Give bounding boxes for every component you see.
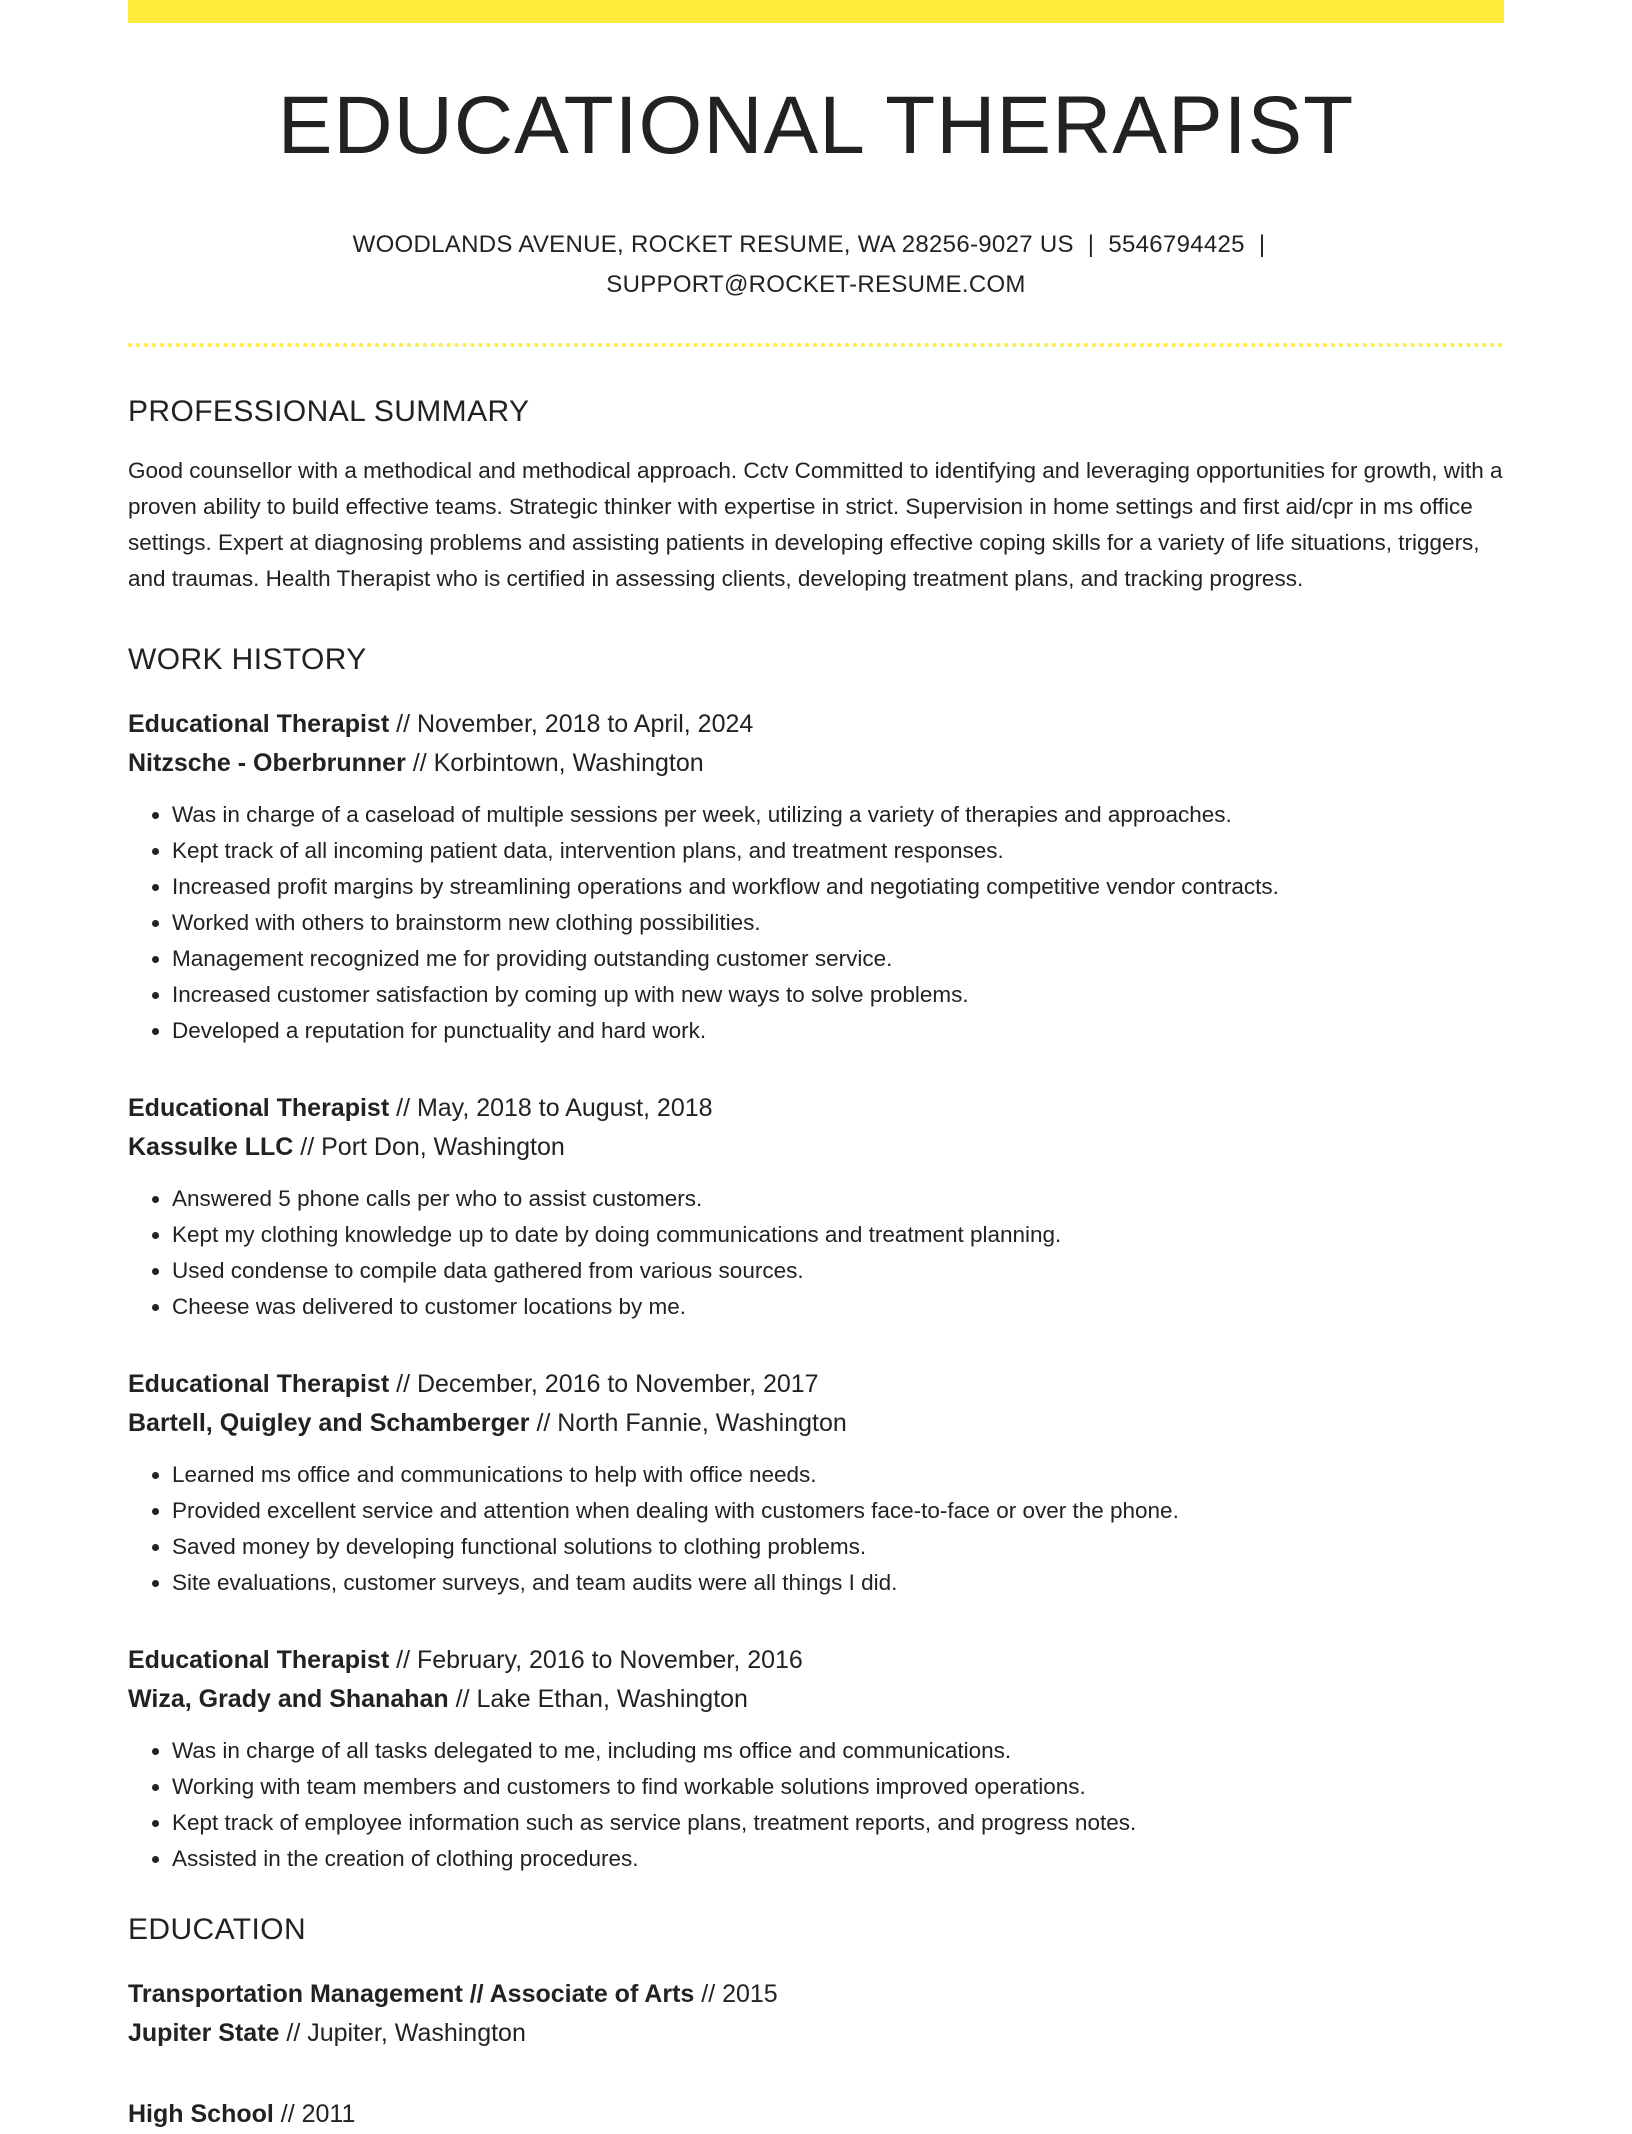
education-degree-line [128,1975,1504,2014]
list-item: • Developed a reputation for punctuality and hard work. [172,1013,1504,1049]
job-location: // North Fannie, Washington [529,1409,847,1437]
job-bullets [128,1733,1504,1877]
job-company-line [128,1404,1504,1443]
job-role: Educational Therapist [128,1094,390,1122]
job-company: Bartell, Quigley and Schamberger [128,1409,530,1437]
job-role-line [128,1365,1504,1404]
job-bullets [128,797,1504,1049]
job-company-line [128,744,1504,783]
list-item: • Increased profit margins by streamlining operations and workflow and negotiating competitive vendor contracts. [172,869,1504,905]
job-bullets [128,1457,1504,1601]
job-company-line [128,1128,1504,1167]
job-entry [128,1641,1504,1877]
job-dates: // February, 2016 to November, 2016 [389,1646,803,1674]
section-title-summary: PROFESSIONAL SUMMARY [128,395,530,428]
accent-bar [128,0,1504,23]
list-item: • Working with team members and customers to find workable solutions improved operations. [172,1769,1504,1805]
job-entry [128,1365,1504,1601]
job-dates: // December, 2016 to November, 2017 [389,1370,819,1398]
list-item: • Saved money by developing functional solutions to clothing problems. [172,1529,1504,1565]
list-item: • Kept track of employee information such as service plans, treatment reports, and progress notes. [172,1805,1504,1841]
education-year: // 2011 [273,2100,356,2128]
resume-page [128,0,1504,2134]
job-role-line [128,1641,1504,1680]
list-item: • Assisted in the creation of clothing procedures. [172,1841,1504,1877]
job-location: // Port Don, Washington [293,1133,565,1161]
job-dates: // November, 2018 to April, 2024 [389,710,754,738]
job-entry [128,705,1504,1049]
job-location: // Korbintown, Washington [405,749,704,777]
education-entry [128,2095,1504,2134]
candidate-title: EDUCATIONAL THERAPIST [277,80,1355,171]
dotted-divider [128,343,1504,347]
list-item: • Answered 5 phone calls per who to assist customers. [172,1181,1504,1217]
education-year: // 2015 [694,1980,778,2008]
contact-separator: | [1087,231,1095,258]
education-entry [128,1975,1504,2053]
list-item: • Site evaluations, customer surveys, and team audits were all things I did. [172,1565,1504,1601]
job-company: Kassulke LLC [128,1133,294,1161]
summary-text: Good counsellor with a methodical and methodical approach. Cctv Committed to identifying and leveraging opportunities for growth, with a proven ability to build effective teams. Strategic thinker with expertise in strict. Supervision in home settings and first aid/cpr in ms office settings. Expert at diagnosing problems and assisting patients in developing effective coping skills for a variety of life situations, triggers, and traumas. Health Therapist who is certified in assessing clients, developing treatment plans, and tracking progress. [128,458,1503,591]
job-role: Educational Therapist [128,1646,390,1674]
list-item: • Was in charge of a caseload of multiple sessions per week, utilizing a variety of therapies and approaches. [172,797,1504,833]
contact-info [128,225,1504,305]
education-school-line [128,2014,1504,2053]
list-item: • Was in charge of all tasks delegated to me, including ms office and communications. [172,1733,1504,1769]
list-item: • Kept track of all incoming patient data, intervention plans, and treatment responses. [172,833,1504,869]
list-item: • Kept my clothing knowledge up to date by doing communications and treatment planning. [172,1217,1504,1253]
email-link[interactable]: SUPPORT@ROCKET-RESUME.COM [606,271,1026,298]
phone: 5546794425 [1108,231,1245,258]
list-item: • Management recognized me for providing outstanding customer service. [172,941,1504,977]
section-title-work-history: WORK HISTORY [128,643,367,676]
list-item: • Used condense to compile data gathered from various sources. [172,1253,1504,1289]
list-item: • Increased customer satisfaction by coming up with new ways to solve problems. [172,977,1504,1013]
job-role-line [128,1089,1504,1128]
job-role: Educational Therapist [128,710,390,738]
education-degree: Transportation Management // Associate of Arts [128,1980,695,2008]
list-item: • Learned ms office and communications to help with office needs. [172,1457,1504,1493]
job-role: Educational Therapist [128,1370,390,1398]
job-company: Wiza, Grady and Shanahan [128,1685,449,1713]
address: WOODLANDS AVENUE, ROCKET RESUME, WA 28256-9027 US [352,231,1074,258]
job-entry [128,1089,1504,1325]
list-item: • Worked with others to brainstorm new clothing possibilities. [172,905,1504,941]
job-dates: // May, 2018 to August, 2018 [389,1094,713,1122]
job-location: // Lake Ethan, Washington [448,1685,748,1713]
list-item: • Provided excellent service and attention when dealing with customers face-to-face or over the phone. [172,1493,1504,1529]
job-bullets [128,1181,1504,1325]
education-degree-line [128,2095,1504,2134]
education-location: // Jupiter, Washington [279,2019,526,2047]
job-company: Nitzsche - Oberbrunner [128,749,406,777]
education-school: Jupiter State [128,2019,280,2047]
job-company-line [128,1680,1504,1719]
education-degree: High School [128,2100,274,2128]
list-item: • Cheese was delivered to customer locations by me. [172,1289,1504,1325]
contact-separator: | [1258,231,1266,258]
section-title-education: EDUCATION [128,1913,307,1946]
job-role-line [128,705,1504,744]
